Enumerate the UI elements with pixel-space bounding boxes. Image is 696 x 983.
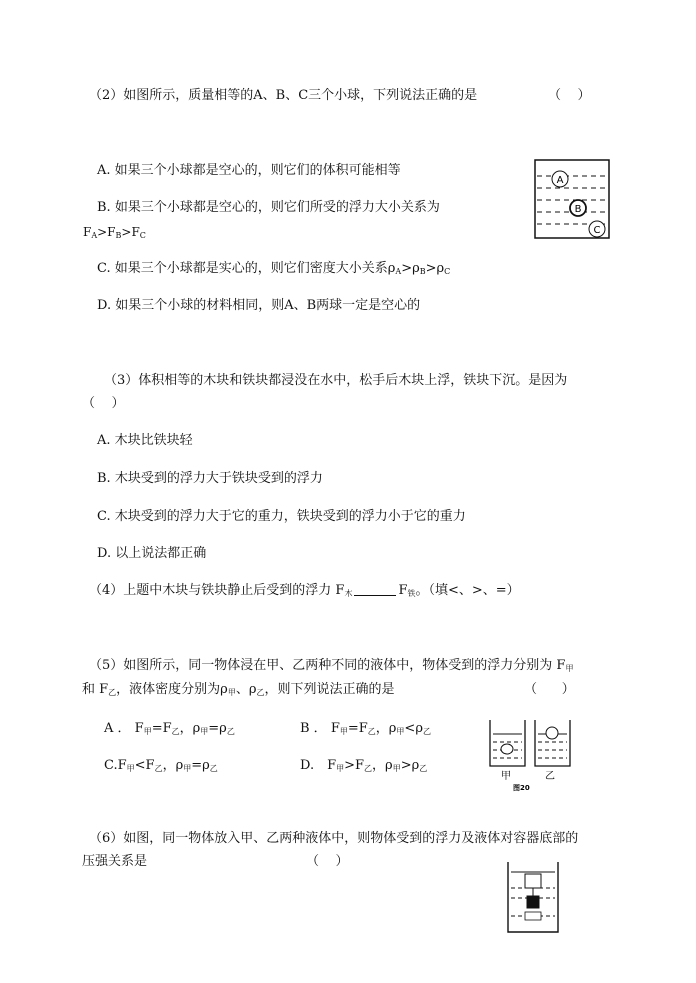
q2-c-sub-c: C bbox=[444, 267, 451, 276]
q5-l2-sub-yi2: 乙 bbox=[256, 688, 265, 697]
figure-caption: 图20 bbox=[513, 784, 530, 792]
q2-b-sub-b: B bbox=[115, 231, 122, 240]
q3-answer-paren: （ ） bbox=[82, 396, 125, 411]
q5-l2-d: ，则下列说法正确的是 bbox=[264, 682, 395, 697]
q3-option-a: A. 木块比铁块轻 bbox=[97, 433, 193, 448]
q2-option-d: D. 如果三个小球的材料相同，则A、B两球一定是空心的 bbox=[97, 298, 421, 313]
q2-option-c: C. 如果三个小球都是实心的，则它们密度大小关系$\rho_A>\rho_B>\rho_C$ bbox=[97, 261, 451, 276]
label-jia: 甲 bbox=[501, 771, 511, 782]
q6-stem-line2: 压强关系是 bbox=[82, 854, 148, 869]
q2-b-f: F bbox=[83, 225, 92, 239]
q2-b-f2: F bbox=[107, 225, 116, 239]
q6-beaker-figure bbox=[505, 858, 561, 936]
q5-l1-text: （5）如图所示，同一物体浸在甲、乙两种不同的液体中，物体受到的浮力分别为 F bbox=[89, 658, 566, 673]
q2-b-sub-a: A bbox=[91, 231, 98, 240]
q2-b-sub-c: C bbox=[139, 231, 146, 240]
upper-block bbox=[525, 874, 541, 888]
q5-stem-line1 bbox=[89, 657, 573, 678]
q2-beaker-figure bbox=[533, 158, 611, 240]
q5-option-b: B ． $F_甲=F_乙$，$\rho_甲<\rho_乙$ bbox=[300, 721, 431, 736]
q5-l2-b: ，液体密度分别为ρ bbox=[116, 682, 228, 697]
q4-end: 。（填<、>、=） bbox=[415, 583, 520, 598]
q2-b-f3: F bbox=[131, 225, 140, 239]
q5-option-c: $C.F_甲<F_乙$，$\rho_甲=\rho_乙$ bbox=[104, 758, 218, 773]
q3-option-d: D. 以上说法都正确 bbox=[97, 546, 207, 561]
ball-a-label: A bbox=[556, 175, 564, 186]
q5-l2-c: 、ρ bbox=[235, 682, 257, 697]
q5-two-beakers-figure bbox=[487, 714, 573, 794]
q2-c-sub-b: B bbox=[419, 267, 426, 276]
q2-c-text: C. 如果三个小球都是实心的，则它们密度大小关系ρ bbox=[97, 261, 396, 276]
q3-option-b: B. 木块受到的浮力大于铁块受到的浮力 bbox=[97, 471, 323, 486]
q5-answer-paren: （ ） bbox=[524, 682, 575, 697]
q4-sub-iron: 铁 bbox=[407, 589, 416, 598]
q2-option-b: B. 如果三个小球都是空心的，则它们所受的浮力大小关系为 bbox=[97, 200, 440, 215]
q4-blank bbox=[354, 583, 396, 596]
q2-c-sub-a: A bbox=[395, 267, 402, 276]
q5-l1-sub-jia: 甲 bbox=[565, 664, 574, 673]
q5-stem-line2 bbox=[82, 681, 394, 702]
q2-stem: （2）如图所示，质量相等的A、B、C三个小球，下列说法正确的是 bbox=[89, 88, 478, 103]
q3-stem: （3）体积相等的木块和铁块都浸没在水中，松手后木块上浮，铁块下沉。是因为 bbox=[104, 373, 568, 388]
label-yi: 乙 bbox=[545, 771, 555, 782]
q2-option-b-relation: $F_A>F_B>F_C$ bbox=[83, 225, 146, 240]
lower-block bbox=[527, 896, 539, 908]
q5-l2-a: 和 F bbox=[82, 682, 109, 697]
q4-mid: F bbox=[398, 583, 408, 598]
q5-l2-sub-jia2: 甲 bbox=[227, 688, 236, 697]
q2-answer-paren: （ ） bbox=[548, 88, 591, 103]
q5-option-a: A ． $F_甲=F_乙$，$\rho_甲=\rho_乙$ bbox=[104, 721, 235, 736]
ball-b-label: B bbox=[574, 204, 582, 215]
q4-text: （4）上题中木块与铁块静止后受到的浮力 F bbox=[89, 583, 345, 598]
q4-stem bbox=[89, 582, 520, 603]
q6-answer-paren: （ ） bbox=[306, 854, 349, 869]
object-in-yi bbox=[546, 727, 558, 739]
q5-l2-sub-yi: 乙 bbox=[108, 688, 117, 697]
q4-sub-wood: 木 bbox=[344, 589, 353, 598]
q6-stem-line1: （6）如图，同一物体放入甲、乙两种液体中，则物体受到的浮力及液体对容器底部的 bbox=[89, 831, 579, 846]
base-block bbox=[525, 912, 541, 920]
object-in-jia bbox=[501, 744, 513, 754]
q5-option-d: D. $F_甲>F_乙$，$\rho_甲>\rho_乙$ bbox=[300, 758, 428, 773]
ball-c-label: C bbox=[593, 225, 601, 236]
q3-option-c: C. 木块受到的浮力大于它的重力，铁块受到的浮力小于它的重力 bbox=[97, 509, 466, 524]
q2-option-a: A. 如果三个小球都是空心的，则它们的体积可能相等 bbox=[97, 163, 401, 178]
